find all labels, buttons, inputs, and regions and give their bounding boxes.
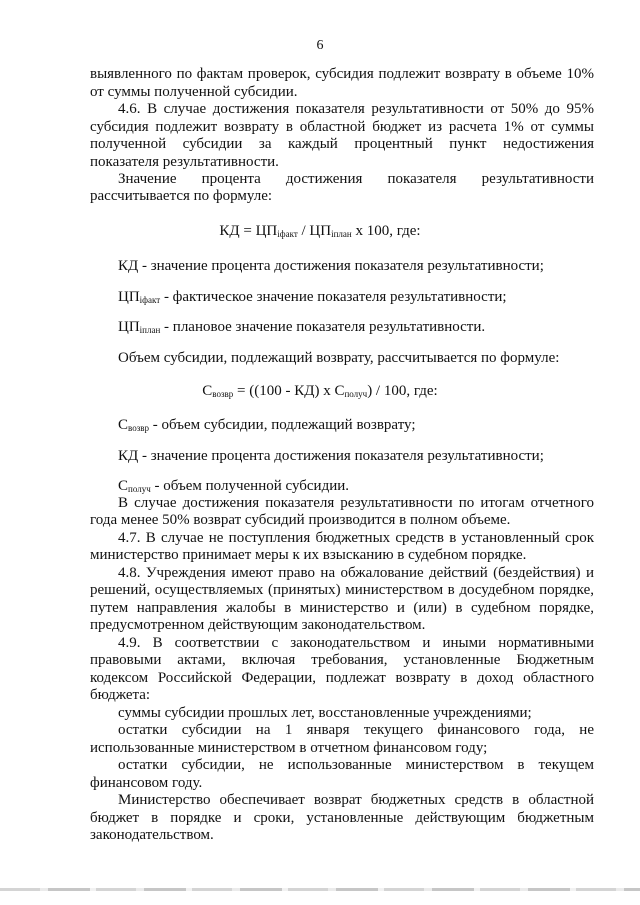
text-line: В случае достижения показателя результативности по итогам отчетного	[118, 495, 594, 511]
closing-paragraph: Министерство обеспечивает возврат бюджетных средств в областной	[118, 792, 594, 808]
definition-cp-plan: $ЦП_{iплан}$ - плановое значение показателя результативности.	[118, 319, 486, 335]
text-line: года менее 50% возврат субсидий производится в полном объеме.	[90, 512, 511, 528]
text-line: предусмотренном действующим законодательством.	[90, 617, 426, 633]
text-line: решений, осуществляемых (принятых) министерством в досудебном порядке,	[90, 582, 594, 598]
text-line: от суммы полученной субсидии.	[90, 84, 298, 100]
text-line: правовыми актами, включая требования, установленные Бюджетным	[90, 652, 594, 668]
list-item: остатки субсидии, не использованные министерством в текущем	[118, 757, 594, 773]
scan-edge-artifact	[0, 888, 640, 891]
definition-c-vozvr: $С_{возвр}$ - объем субсидии, подлежащий возврату;	[118, 417, 416, 433]
definition-cp-fact: $ЦП_{iфакт}$ - фактическое значение показателя результативности;	[118, 289, 507, 305]
text-line: полученной субсидии за каждый процентный пункт недостижения	[90, 136, 594, 152]
list-item: остатки субсидии на 1 января текущего финансового года, не	[118, 722, 594, 738]
text-line: Значение процента достижения показателя результативности	[118, 171, 594, 187]
definition-kd-2: КД - значение процента достижения показателя результативности;	[118, 448, 544, 464]
text-line: финансовом году.	[90, 775, 203, 791]
text-line: показателя результативности.	[90, 154, 279, 170]
text-line: бюджета:	[90, 687, 151, 703]
text-line: использованные министерством в отчетном финансовом году;	[90, 740, 488, 756]
text-line: выявленного по фактам проверок, субсидия подлежит возврату в объеме 10%	[90, 66, 594, 82]
text-line: Объем субсидии, подлежащий возврату, рассчитывается по формуле:	[118, 350, 560, 366]
page-number: 6	[316, 38, 324, 53]
text-line: кодексом Российской Федерации, подлежат возврату в доход областного	[90, 670, 594, 686]
text-line: бюджет в порядке и сроки, установленные действующим бюджетным	[90, 810, 594, 826]
text-line: субсидия подлежит возврату в областной бюджет из расчета 1% от суммы	[90, 119, 594, 135]
text-line: законодательством.	[90, 827, 214, 843]
paragraph-4-7: 4.7. В случае не поступления бюджетных средств в установленный срок	[118, 530, 594, 546]
formula-kd: КД = $ЦП_{iфакт} / ЦП_{iплан}$ x 100, где:	[219, 223, 421, 239]
list-item: суммы субсидии прошлых лет, восстановленные учреждениями;	[118, 705, 532, 721]
paragraph-4-6: 4.6. В случае достижения показателя результативности от 50% до 95%	[118, 101, 594, 117]
definition-kd: КД - значение процента достижения показателя результативности;	[118, 258, 544, 274]
formula-return: $С_{возвр} = ((100 - КД)$ х $С_{получ}) / 100$, где:	[202, 383, 438, 399]
text-line: путем направления жалобы в министерство и (или) в судебном порядке,	[90, 600, 594, 616]
text-line: рассчитывается по формуле:	[90, 188, 273, 204]
paragraph-4-8: 4.8. Учреждения имеют право на обжалование действий (бездействия) и	[118, 565, 594, 581]
paragraph-4-9: 4.9. В соответствии с законодательством и иными нормативными	[118, 635, 594, 651]
text-line: министерство принимает меры к их взысканию в судебном порядке.	[90, 547, 527, 563]
definition-c-poluch: $С_{получ}$ - объем полученной субсидии.	[118, 478, 350, 494]
